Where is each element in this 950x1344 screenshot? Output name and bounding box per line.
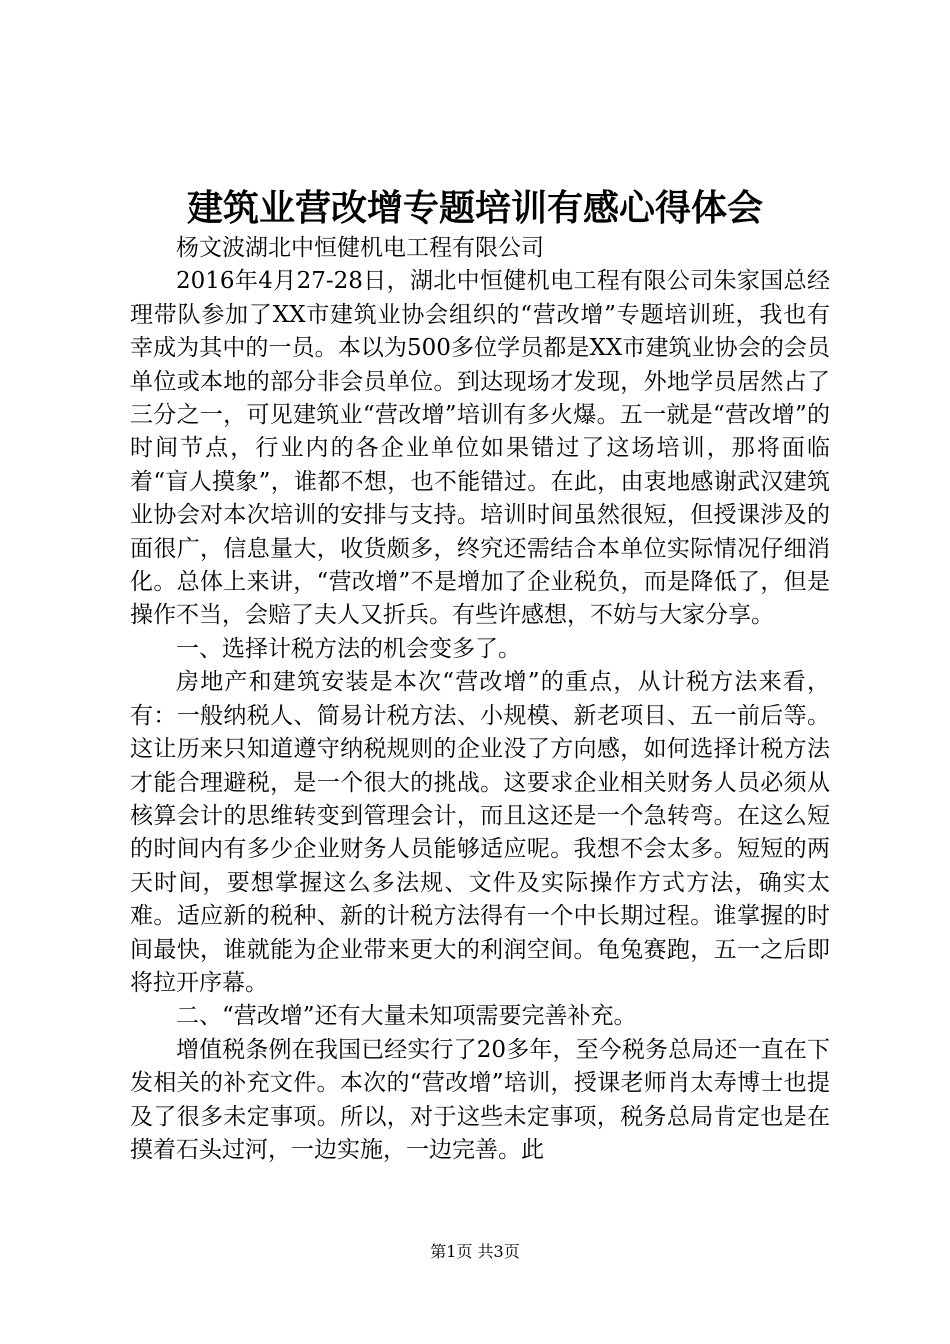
section-heading-2: 二、“营改增”还有大量未知项需要完善补充。 [176,1003,637,1030]
section-heading-1: 一、选择计税方法的机会变多了。 [176,635,521,662]
paragraph-intro: 2016年4月27-28日，湖北中恒健机电工程有限公司朱家国总经理带队参加了XX市建筑业协会组织的“营改增”专题培训班，我也有幸成为其中的一员。本以为500多位学员都是XX市建筑业协会的会员单位或本地的部分非会员单位。到达现场才发现，外地学员居然占了三分之一，可见建筑业“营改增”培训有多火爆。五一就是“营改增”的时间节点，行业内的各企业单位如果错过了这场培训，那将面临着“盲人摸象”，谁都不想，也不能错过。在此，由衷地感谢武汉建筑业协会对本次培训的安排与支持。培训时间虽然很短，但授课涉及的面很广，信息量大，收货颇多，终究还需结合本单位实际情况仔细消化。总体上来讲，“营改增”不是增加了企业税负，而是降低了，但是操作不当，会赔了夫人又折兵。有些许感想，不妨与大家分享。 [130,268,830,629]
paragraph-section-1: 房地产和建筑安装是本次“营改增”的重点，从计税方法来看，有：一般纳税人、简易计税方法、小规模、新老项目、五一前后等。这让历来只知道遵守纳税规则的企业没了方向感，如何选择计税方法才能合理避税，是一个很大的挑战。这要求企业相关财务人员必须从核算会计的思维转变到管理会计，而且这还是一个急转弯。在这么短的时间内有多少企业财务人员能够适应呢。我想不会太多。短短的两天时间，要想掌握这么多法规、文件及实际操作方式方法，确实太难。适应新的税种、新的计税方法得有一个中长期过程。谁掌握的时间最快，谁就能为企业带来更大的利润空间。龟兔赛跑，五一之后即将拉开序幕。 [130,669,830,996]
document-title: 建筑业营改增专题培训有感心得体会 [186,187,763,229]
document-body [130,232,830,1167]
author-line: 杨文波湖北中恒健机电工程有限公司 [176,235,544,261]
paragraph-section-2: 增值税条例在我国已经实行了20多年，至今税务总局还一直在下发相关的补充文件。本次的“营改增”培训，授课老师肖太寿博士也提及了很多未定事项。所以，对于这些未定事项，税务总局肯定也是在摸着石头过河，一边实施，一边完善。此 [130,1036,830,1163]
page-footer: 第1页 共3页 [430,1242,520,1261]
